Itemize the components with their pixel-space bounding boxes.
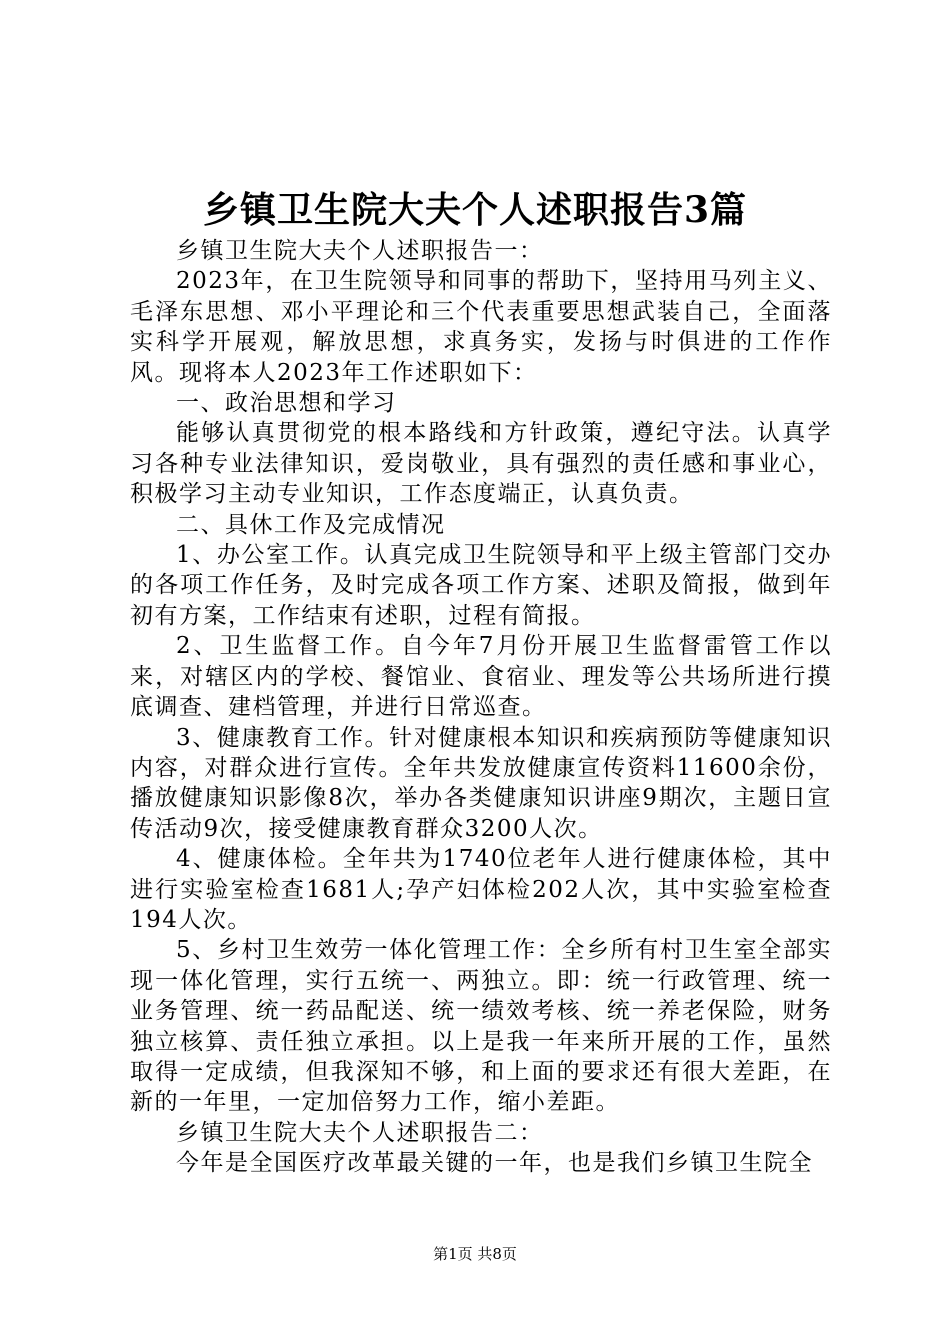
section-heading-work: 二、具休工作及完成情况 <box>176 511 446 538</box>
intro-paragraph: 2023年，在卫生院领导和同事的帮助下，坚持用马列主义、毛泽东思想、邓小平理论和三个代表重要思想武装自己，全面落实科学开展观，解放思想，求真务实，发扬与时俱进的工作作风。现将本人2023年工作述职如下： <box>130 268 832 386</box>
politics-paragraph: 能够认真贯彻党的根本路线和方针政策，遵纪守法。认真学习各种专业法律知识，爱岗敬业，具有强烈的责任感和事业心，积极学习主动专业知识，工作态度端正，认真负责。 <box>130 420 832 508</box>
work-item-integration: 5、乡村卫生效劳一体化管理工作：全乡所有村卫生室全部实现一体化管理，实行五统一、两独立。即：统一行政管理、统一业务管理、统一药品配送、统一绩效考核、统一养老保险，财务独立核算、责任独立承担。以上是我一年来所开展的工作，虽然取得一定成绩，但我深知不够，和上面的要求还有很大差距，在新的一年里，一定加倍努力工作，缩小差距。 <box>130 937 832 1116</box>
document-body <box>130 236 832 1179</box>
report-one-heading: 乡镇卫生院大夫个人述职报告一： <box>176 238 544 264</box>
section-heading-politics: 一、政治思想和学习 <box>176 390 397 417</box>
page-footer: 第1页 共8页 <box>433 1245 517 1263</box>
work-item-checkup: 4、健康体检。全年共为1740位老年人进行健康体检，其中进行实验室检查1681人;孕产妇体检202人次，其中实验室检查194人次。 <box>130 846 832 933</box>
report-two-paragraph: 今年是全国医疗改革最关键的一年，也是我们乡镇卫生院全 <box>176 1150 813 1177</box>
document-title: 乡镇卫生院大夫个人述职报告3篇 <box>202 189 748 231</box>
report-two-heading: 乡镇卫生院大夫个人述职报告二： <box>176 1119 544 1146</box>
work-item-supervision: 2、卫生监督工作。自今年7月份开展卫生监督雷管工作以来，对辖区内的学校、餐馆业、食宿业、理发等公共场所进行摸底调查、建档管理，并进行日常巡查。 <box>130 633 832 721</box>
work-item-office: 1、办公室工作。认真完成卫生院领导和平上级主管部门交办的各项工作任务，及时完成各项工作方案、述职及简报，做到年初有方案，工作结束有述职，过程有简报。 <box>130 542 832 629</box>
work-item-education: 3、健康教育工作。针对健康根本知识和疾病预防等健康知识内容，对群众进行宣传。全年共发放健康宣传资料11600余份，播放健康知识影像8次，举办各类健康知识讲座9期次，主题日宣传活动9次，接受健康教育群众3200人次。 <box>130 724 832 842</box>
